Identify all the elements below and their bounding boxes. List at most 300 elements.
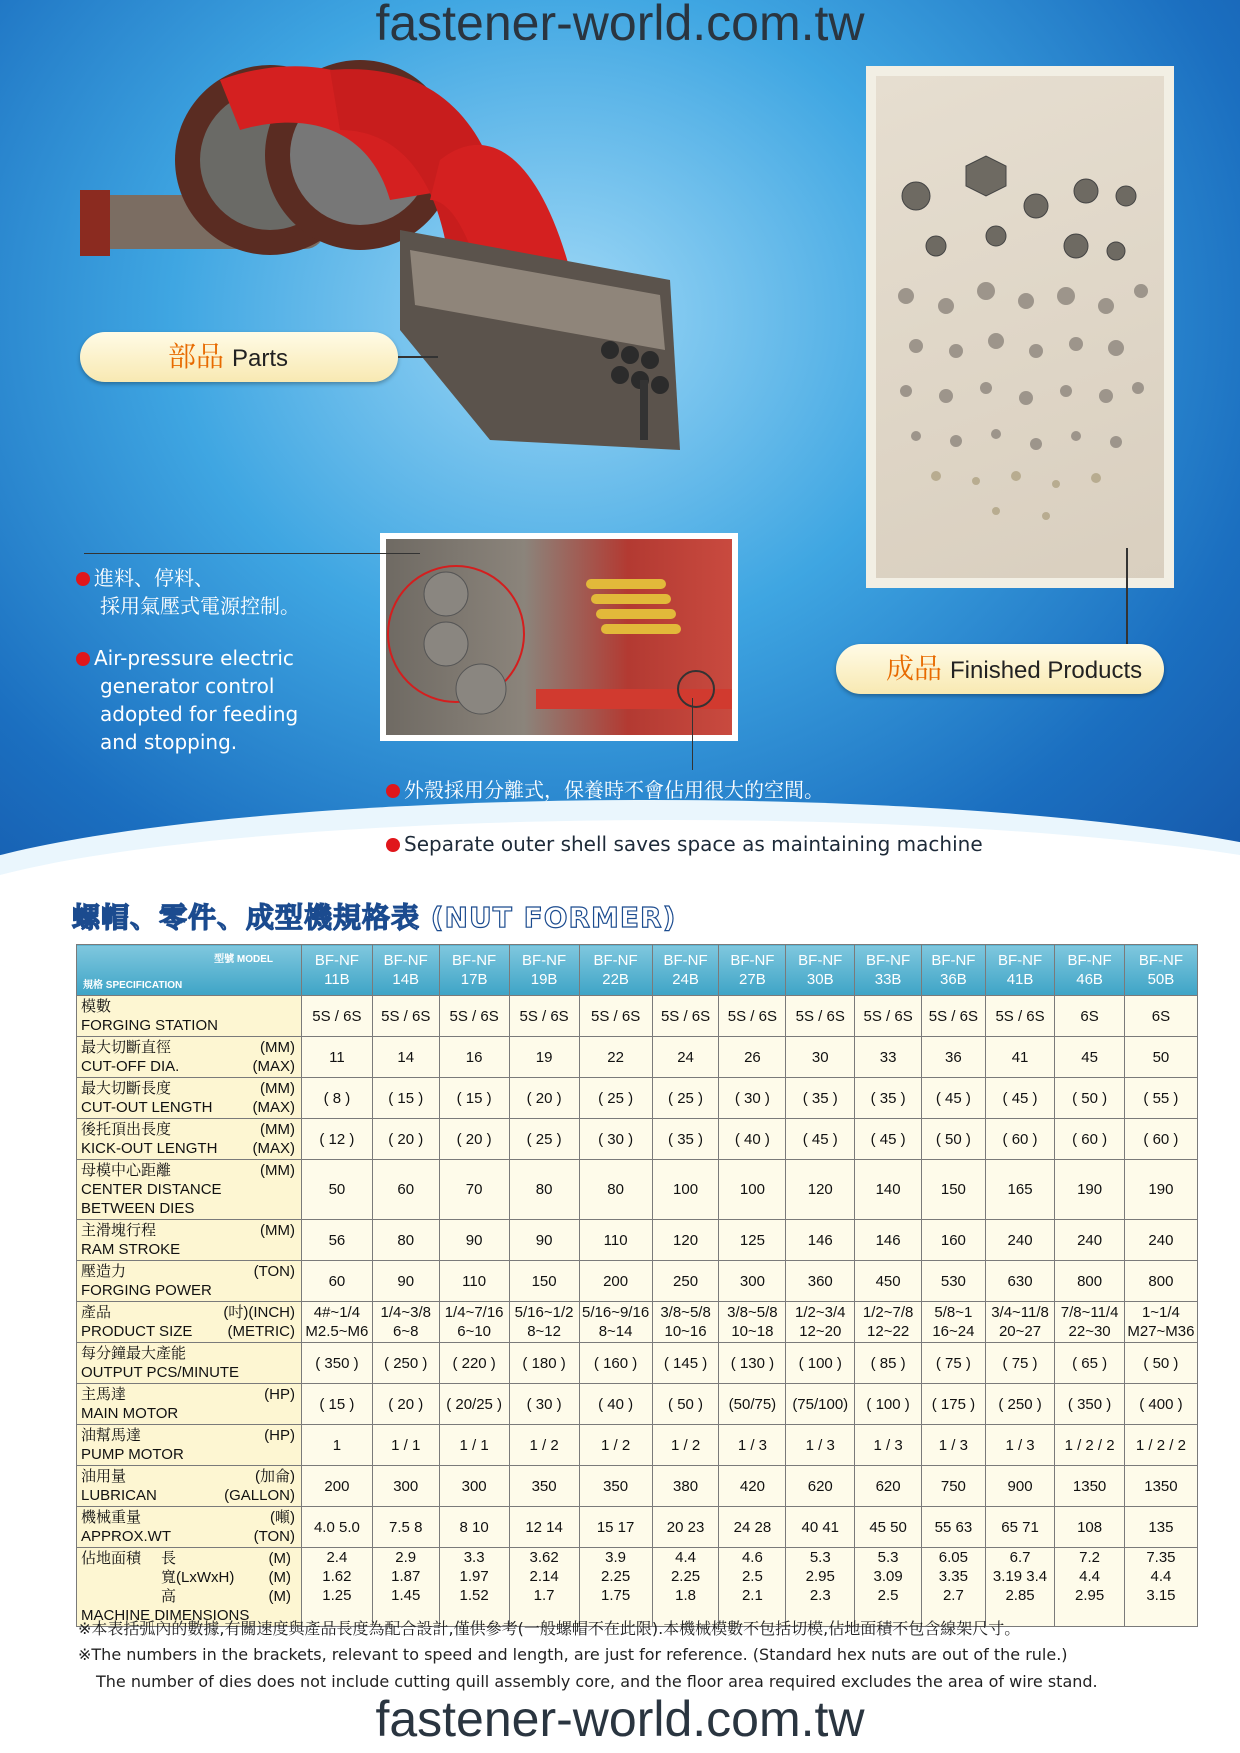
- dim-value: 2.7: [942, 1587, 964, 1604]
- spec-cell: 6S: [1124, 996, 1197, 1037]
- spec-cell: 26: [719, 1037, 786, 1078]
- spec-cell: 50: [1124, 1037, 1197, 1078]
- spec-cell: 65 71: [985, 1507, 1055, 1548]
- spec-cell-metric: 22~30: [1068, 1323, 1111, 1340]
- spec-row-label: [77, 1220, 302, 1261]
- spec-label-en: OUTPUT PCS/MINUTE: [81, 1364, 240, 1381]
- spec-row-label: [77, 1384, 302, 1425]
- red-bullet-icon: [386, 838, 400, 852]
- dim-line-width: [81, 1568, 297, 1587]
- spec-cell: 146: [786, 1220, 855, 1261]
- spec-cell: 60: [302, 1261, 373, 1302]
- products-label-zh: 成品: [886, 653, 943, 684]
- spec-cell: 100: [652, 1160, 719, 1220]
- feed-zh-line2: 採用氣壓式電源控制。: [100, 594, 300, 618]
- spec-cell-metric: M2.5~M6: [305, 1323, 369, 1340]
- spec-cell: ( 85 ): [855, 1343, 922, 1384]
- site-url-bottom[interactable]: fastener-world.com.tw: [375, 1691, 865, 1747]
- spec-cell: 800: [1055, 1261, 1125, 1302]
- spec-cell: 450: [855, 1261, 922, 1302]
- spec-cell-inch: 1/4~7/16: [444, 1304, 504, 1321]
- spec-cell: ( 75 ): [985, 1343, 1055, 1384]
- spec-cell: ( 350 ): [302, 1343, 373, 1384]
- spec-cell: ( 100 ): [855, 1384, 922, 1425]
- spec-unit-1: (噸): [270, 1509, 295, 1526]
- spec-cell: 24: [652, 1037, 719, 1078]
- spec-cell: ( 40 ): [579, 1384, 652, 1425]
- spec-cell: [652, 1548, 719, 1627]
- spec-cell: [302, 1548, 373, 1627]
- spec-unit-1: (HP): [264, 1386, 295, 1403]
- spec-label-zh: 主馬達: [81, 1386, 127, 1403]
- feed-en-line2: generator control: [100, 674, 275, 698]
- spec-cell: ( 60 ): [1124, 1119, 1197, 1160]
- spec-unit-1: (MM): [260, 1121, 295, 1138]
- model-header: BF-NF 30B: [786, 945, 855, 996]
- spec-cell: ( 30 ): [719, 1078, 786, 1119]
- spec-cell-metric: 12~20: [799, 1323, 842, 1340]
- spec-row-label: [77, 1078, 302, 1119]
- spec-header-row: [77, 945, 1198, 996]
- spec-cell: 380: [652, 1466, 719, 1507]
- feed-leader-line: [84, 553, 420, 554]
- spec-cell: 1 / 1: [372, 1425, 439, 1466]
- model-header: BF-NF 22B: [579, 945, 652, 996]
- spec-unit-2: (MAX): [252, 1058, 295, 1075]
- spec-cell: 80: [509, 1160, 579, 1220]
- spec-cell: 620: [786, 1466, 855, 1507]
- spec-cell: 350: [579, 1466, 652, 1507]
- spec-cell: 5S / 6S: [579, 996, 652, 1037]
- shell-note-en: [386, 830, 983, 858]
- spec-cell: 200: [302, 1466, 373, 1507]
- dim-value: 2.95: [805, 1568, 835, 1585]
- dim-value: 1.7: [533, 1587, 555, 1604]
- spec-cell: 1: [302, 1425, 373, 1466]
- spec-row-label: [77, 1425, 302, 1466]
- spec-cell: [439, 1548, 509, 1627]
- spec-cell: ( 45 ): [922, 1078, 986, 1119]
- spec-cell: 55 63: [922, 1507, 986, 1548]
- spec-cell: [302, 1302, 373, 1343]
- spec-cell: 45: [1055, 1037, 1125, 1078]
- dim-line-height-text: 高: [161, 1588, 177, 1605]
- spec-unit-1: (MM): [260, 1080, 295, 1097]
- spec-row-dimensions: [77, 1548, 1198, 1627]
- spec-cell: ( 30 ): [509, 1384, 579, 1425]
- corner-model-label: 型號 MODEL: [214, 954, 273, 965]
- site-url-top[interactable]: fastener-world.com.tw: [375, 0, 865, 51]
- dim-value: 6.7: [1009, 1549, 1031, 1566]
- dim-value: 2.5: [877, 1587, 899, 1604]
- spec-cell: 50: [302, 1160, 373, 1220]
- spec-row: [77, 1343, 1198, 1384]
- spec-cell: 240: [1124, 1220, 1197, 1261]
- dim-value: 3.09: [873, 1568, 903, 1585]
- spec-label-zh: 壓造力: [81, 1263, 127, 1280]
- spec-cell: ( 20 ): [509, 1078, 579, 1119]
- spec-cell-inch: 3/4~11/8: [991, 1304, 1049, 1321]
- spec-cell: ( 60 ): [985, 1119, 1055, 1160]
- spec-cell: 1 / 3: [922, 1425, 986, 1466]
- spec-cell: ( 350 ): [1055, 1384, 1125, 1425]
- spec-cell: 300: [439, 1466, 509, 1507]
- spec-unit-1: (加侖): [255, 1468, 295, 1485]
- spec-cell: 110: [579, 1220, 652, 1261]
- red-bullet-icon: [386, 784, 400, 798]
- spec-cell: 100: [719, 1160, 786, 1220]
- dim-value: 1.52: [459, 1587, 489, 1604]
- dim-label-en-text: MACHINE DIMENSIONS: [81, 1607, 250, 1624]
- spec-cell: 150: [509, 1261, 579, 1302]
- spec-cell: 30: [786, 1037, 855, 1078]
- spec-cell: ( 55 ): [1124, 1078, 1197, 1119]
- spec-cell-inch: 1/4~3/8: [380, 1304, 431, 1321]
- spec-cell: ( 250 ): [985, 1384, 1055, 1425]
- spec-cell: ( 45 ): [855, 1119, 922, 1160]
- spec-cell: [1055, 1302, 1125, 1343]
- spec-label-en: RAM STROKE: [81, 1241, 181, 1258]
- spec-row: [77, 1037, 1198, 1078]
- spec-cell: 5S / 6S: [439, 996, 509, 1037]
- spec-cell: 140: [855, 1160, 922, 1220]
- spec-cell-metric: 8~12: [527, 1323, 561, 1340]
- spec-cell: 1 / 3: [985, 1425, 1055, 1466]
- spec-cell: 12 14: [509, 1507, 579, 1548]
- model-header: BF-NF 14B: [372, 945, 439, 996]
- spec-label-en: APPROX.WT: [81, 1528, 172, 1545]
- spec-cell: 4.0 5.0: [302, 1507, 373, 1548]
- spec-cell: [719, 1548, 786, 1627]
- dim-value: 2.3: [809, 1587, 831, 1604]
- machine-interior-photo: [380, 533, 738, 741]
- spec-row-label: [77, 1302, 302, 1343]
- spec-row-label: [77, 1261, 302, 1302]
- dim-value: 7.2: [1079, 1549, 1101, 1566]
- feed-en-line1: Air-pressure electric: [94, 646, 294, 670]
- dim-value: 1.25: [322, 1587, 352, 1604]
- spec-cell: [985, 1302, 1055, 1343]
- spec-cell-inch: 5/16~9/16: [582, 1304, 650, 1321]
- spec-cell-inch: 5/16~1/2: [514, 1304, 574, 1321]
- spec-cell: 41: [985, 1037, 1055, 1078]
- dim-value: 3.15: [1146, 1587, 1176, 1604]
- spec-cell: ( 175 ): [922, 1384, 986, 1425]
- spec-cell: 190: [1055, 1160, 1125, 1220]
- spec-cell: 80: [579, 1160, 652, 1220]
- spec-cell: ( 50 ): [1124, 1343, 1197, 1384]
- spec-cell: ( 15 ): [302, 1384, 373, 1425]
- spec-cell: ( 100 ): [786, 1343, 855, 1384]
- spec-cell: 40 41: [786, 1507, 855, 1548]
- spec-table-title: 螺帽、零件、成型機規格表 (NUT FORMER): [72, 901, 677, 934]
- spec-cell: 80: [372, 1220, 439, 1261]
- red-bullet-icon: [76, 652, 90, 666]
- spec-cell-inch: 7/8~11/4: [1060, 1304, 1119, 1321]
- spec-cell: 11: [302, 1037, 373, 1078]
- spec-cell: ( 220 ): [439, 1343, 509, 1384]
- spec-cell: ( 145 ): [652, 1343, 719, 1384]
- model-header: BF-NF 50B: [1124, 945, 1197, 996]
- spec-unit-1: (MM): [260, 1222, 295, 1239]
- spec-row: [77, 1261, 1198, 1302]
- spec-cell: 20 23: [652, 1507, 719, 1548]
- spec-label-zh: 機械重量: [81, 1509, 142, 1526]
- spec-cell: 160: [922, 1220, 986, 1261]
- feed-en-line4: and stopping.: [100, 730, 238, 754]
- spec-cell: 750: [922, 1466, 986, 1507]
- spec-cell: 165: [985, 1160, 1055, 1220]
- spec-cell: 5S / 6S: [719, 996, 786, 1037]
- spec-row-label: [77, 1548, 302, 1627]
- spec-unit-2: (GALLON): [224, 1487, 295, 1504]
- dim-value: 1.97: [459, 1568, 489, 1585]
- spec-cell: ( 15 ): [372, 1078, 439, 1119]
- red-bullet-icon: [76, 572, 90, 586]
- dim-value: 1.45: [391, 1587, 421, 1604]
- dim-value: 1.75: [601, 1587, 631, 1604]
- dim-value: 4.4: [1079, 1568, 1101, 1585]
- spec-cell: 300: [719, 1261, 786, 1302]
- spec-cell: ( 20 ): [372, 1119, 439, 1160]
- spec-cell: (75/100): [786, 1384, 855, 1425]
- model-header: BF-NF 46B: [1055, 945, 1125, 996]
- spec-unit-2: (MAX): [252, 1099, 295, 1116]
- model-header: BF-NF 36B: [922, 945, 986, 996]
- spec-cell: [1124, 1302, 1197, 1343]
- spec-label-en: PRODUCT SIZE: [81, 1323, 193, 1340]
- spec-cell: 1 / 3: [855, 1425, 922, 1466]
- spec-cell: 200: [579, 1261, 652, 1302]
- spec-cell: ( 50 ): [922, 1119, 986, 1160]
- spec-label-zh: 主滑塊行程: [81, 1222, 157, 1239]
- spec-cell: 5S / 6S: [786, 996, 855, 1037]
- spec-label-en: MAIN MOTOR: [81, 1405, 179, 1422]
- spec-cell-metric: 20~27: [998, 1323, 1042, 1340]
- spec-cell-metric: 8~14: [598, 1323, 633, 1340]
- spec-cell-inch: 5/8~1: [934, 1304, 973, 1321]
- spec-cell: 360: [786, 1261, 855, 1302]
- spec-cell-inch: 1~1/4: [1141, 1304, 1180, 1321]
- spec-cell: 7.5 8: [372, 1507, 439, 1548]
- spec-cell: [1124, 1548, 1197, 1627]
- spec-cell: [985, 1548, 1055, 1627]
- spec-cell: ( 75 ): [922, 1343, 986, 1384]
- spec-label-en: LUBRICAN: [81, 1487, 157, 1504]
- shell-leader-line: [692, 698, 693, 770]
- spec-cell-inch: 4#~1/4: [313, 1304, 361, 1321]
- feed-gears-illustration: [386, 539, 732, 735]
- spec-label-zh: 最大切斷長度: [81, 1080, 172, 1097]
- spec-label-zh: 產品: [81, 1304, 112, 1321]
- spec-cell: 1 / 2: [509, 1425, 579, 1466]
- finished-products-photo: [866, 66, 1174, 588]
- parts-leader-line: [398, 356, 438, 358]
- dim-unit: (M): [268, 1588, 291, 1605]
- spec-cell: 14: [372, 1037, 439, 1078]
- spec-cell: [372, 1302, 439, 1343]
- spec-cell: 15 17: [579, 1507, 652, 1548]
- spec-cell: ( 60 ): [1055, 1119, 1125, 1160]
- dim-value: 2.95: [1074, 1587, 1105, 1604]
- spec-cell: 110: [439, 1261, 509, 1302]
- spec-cell: ( 8 ): [302, 1078, 373, 1119]
- spec-unit-2: (MAX): [252, 1140, 295, 1157]
- spec-label-zh: 油用量: [81, 1468, 127, 1485]
- dim-value: 7.35: [1146, 1549, 1176, 1566]
- spec-cell: 530: [922, 1261, 986, 1302]
- spec-cell-metric: 10~18: [731, 1323, 774, 1340]
- spec-unit-1: (TON): [253, 1263, 295, 1280]
- spec-row: [77, 1119, 1198, 1160]
- spec-cell: 90: [509, 1220, 579, 1261]
- spec-cell: ( 400 ): [1124, 1384, 1197, 1425]
- dim-line-length: [81, 1549, 297, 1568]
- spec-row-label: [77, 1160, 302, 1220]
- feed-zh-line1: 進料、停料、: [94, 566, 214, 590]
- spec-cell-metric: M27~M36: [1127, 1323, 1195, 1340]
- spec-cell: 8 10: [439, 1507, 509, 1548]
- shell-zh-text: 外殼採用分離式，保養時不會佔用很大的空間。: [404, 778, 824, 802]
- spec-cell: 900: [985, 1466, 1055, 1507]
- dim-value: 4.4: [675, 1549, 696, 1566]
- products-leader-line: [1126, 548, 1128, 644]
- spec-label-en: PUMP MOTOR: [81, 1446, 184, 1463]
- spec-cell: ( 20 ): [439, 1119, 509, 1160]
- spec-cell: [786, 1548, 855, 1627]
- feed-control-note-en: [76, 644, 298, 756]
- spec-cell: ( 15 ): [439, 1078, 509, 1119]
- feed-control-note: [76, 564, 300, 620]
- spec-cell: 90: [372, 1261, 439, 1302]
- dim-value: 6.05: [938, 1549, 968, 1566]
- spec-cell: ( 50 ): [1055, 1078, 1125, 1119]
- spec-cell: 5S / 6S: [985, 996, 1055, 1037]
- model-header: BF-NF 17B: [439, 945, 509, 996]
- spec-cell: 1 / 3: [786, 1425, 855, 1466]
- spec-cell: ( 30 ): [579, 1119, 652, 1160]
- spec-row: [77, 1220, 1198, 1261]
- spec-cell: 135: [1124, 1507, 1197, 1548]
- spec-cell: 22: [579, 1037, 652, 1078]
- dim-value: 1.8: [675, 1587, 696, 1604]
- spec-cell: 250: [652, 1261, 719, 1302]
- dim-value: 5.3: [809, 1549, 831, 1566]
- dim-value: 2.25: [601, 1568, 631, 1585]
- spec-cell: 45 50: [855, 1507, 922, 1548]
- dim-value: 5.3: [877, 1549, 899, 1566]
- dim-value: 3.35: [938, 1568, 968, 1585]
- dim-value: 3.3: [463, 1549, 485, 1566]
- dim-value: 2.4: [326, 1549, 348, 1566]
- dim-value: 4.4: [1150, 1568, 1172, 1585]
- spec-cell: ( 160 ): [579, 1343, 652, 1384]
- spec-cell: [509, 1548, 579, 1627]
- spec-cell: 56: [302, 1220, 373, 1261]
- dim-value: 2.14: [529, 1568, 559, 1585]
- spec-cell-inch: 3/8~5/8: [727, 1304, 778, 1321]
- spec-cell: 5S / 6S: [652, 996, 719, 1037]
- model-header: BF-NF 24B: [652, 945, 719, 996]
- spec-cell: [786, 1302, 855, 1343]
- spec-label-zh: 模數: [81, 998, 112, 1015]
- dim-value: 2.1: [741, 1587, 763, 1604]
- spec-cell: ( 12 ): [302, 1119, 373, 1160]
- spec-cell: [922, 1548, 986, 1627]
- model-header: BF-NF 41B: [985, 945, 1055, 996]
- spec-cell: 1 / 2: [652, 1425, 719, 1466]
- dim-unit: (M): [268, 1569, 291, 1586]
- spec-cell: ( 40 ): [719, 1119, 786, 1160]
- model-header: BF-NF 19B: [509, 945, 579, 996]
- spec-cell: 5S / 6S: [922, 996, 986, 1037]
- spec-cell: 630: [985, 1261, 1055, 1302]
- dim-value: 4.6: [741, 1549, 763, 1566]
- spec-cell-metric: 10~16: [664, 1323, 707, 1340]
- spec-unit-1: (吋)(INCH): [223, 1304, 295, 1321]
- spec-cell: [372, 1548, 439, 1627]
- spec-cell: [579, 1302, 652, 1343]
- note-en-1: ※The numbers in the brackets, relevant to speed and length, are just for reference. (Standard hex nuts are out of the rule.): [78, 1645, 1068, 1664]
- spec-row-label: [77, 1507, 302, 1548]
- spec-cell: 19: [509, 1037, 579, 1078]
- spec-cell: 800: [1124, 1261, 1197, 1302]
- spec-cell: 90: [439, 1220, 509, 1261]
- spec-cell: ( 25 ): [579, 1078, 652, 1119]
- spec-corner-cell: [77, 945, 302, 996]
- spec-label-en: FORGING POWER: [81, 1282, 212, 1299]
- finished-products-label: [836, 644, 1164, 694]
- spec-cell: [652, 1302, 719, 1343]
- spec-label-en: KICK-OUT LENGTH: [81, 1140, 218, 1157]
- dim-value: 2.9: [395, 1549, 417, 1566]
- spec-label-en: CUT-OUT LENGTH: [81, 1099, 213, 1116]
- spec-cell: 6S: [1055, 996, 1125, 1037]
- spec-cell: 420: [719, 1466, 786, 1507]
- spec-cell: 1 / 2: [579, 1425, 652, 1466]
- spec-cell-metric: 16~24: [932, 1323, 975, 1340]
- spec-cell: 1350: [1055, 1466, 1125, 1507]
- spec-table-body: [77, 996, 1198, 1627]
- spec-cell: [439, 1302, 509, 1343]
- spec-cell: ( 20 ): [372, 1384, 439, 1425]
- spec-cell: 60: [372, 1160, 439, 1220]
- spec-cell: 120: [652, 1220, 719, 1261]
- spec-label-en: FORGING STATION: [81, 1017, 218, 1034]
- products-label-en: Finished Products: [950, 657, 1143, 684]
- spec-cell: 350: [509, 1466, 579, 1507]
- spec-row: [77, 1507, 1198, 1548]
- spec-cell: [1055, 1548, 1125, 1627]
- spec-cell: 300: [372, 1466, 439, 1507]
- spec-cell: 1 / 3: [719, 1425, 786, 1466]
- spec-cell-metric: 6~8: [393, 1323, 419, 1340]
- dim-value: 2.25: [670, 1568, 701, 1585]
- spec-cell: ( 20/25 ): [439, 1384, 509, 1425]
- spec-row-label: [77, 1119, 302, 1160]
- spec-cell: 120: [786, 1160, 855, 1220]
- spec-cell: ( 130 ): [719, 1343, 786, 1384]
- spec-row: [77, 1384, 1198, 1425]
- spec-cell: ( 50 ): [652, 1384, 719, 1425]
- spec-table: [76, 944, 1198, 1627]
- spec-cell: 5S / 6S: [302, 996, 373, 1037]
- spec-cell: 70: [439, 1160, 509, 1220]
- dim-value: 1.62: [322, 1568, 352, 1585]
- shell-note-zh: [386, 776, 824, 804]
- spec-cell: ( 35 ): [786, 1078, 855, 1119]
- spec-cell: ( 45 ): [985, 1078, 1055, 1119]
